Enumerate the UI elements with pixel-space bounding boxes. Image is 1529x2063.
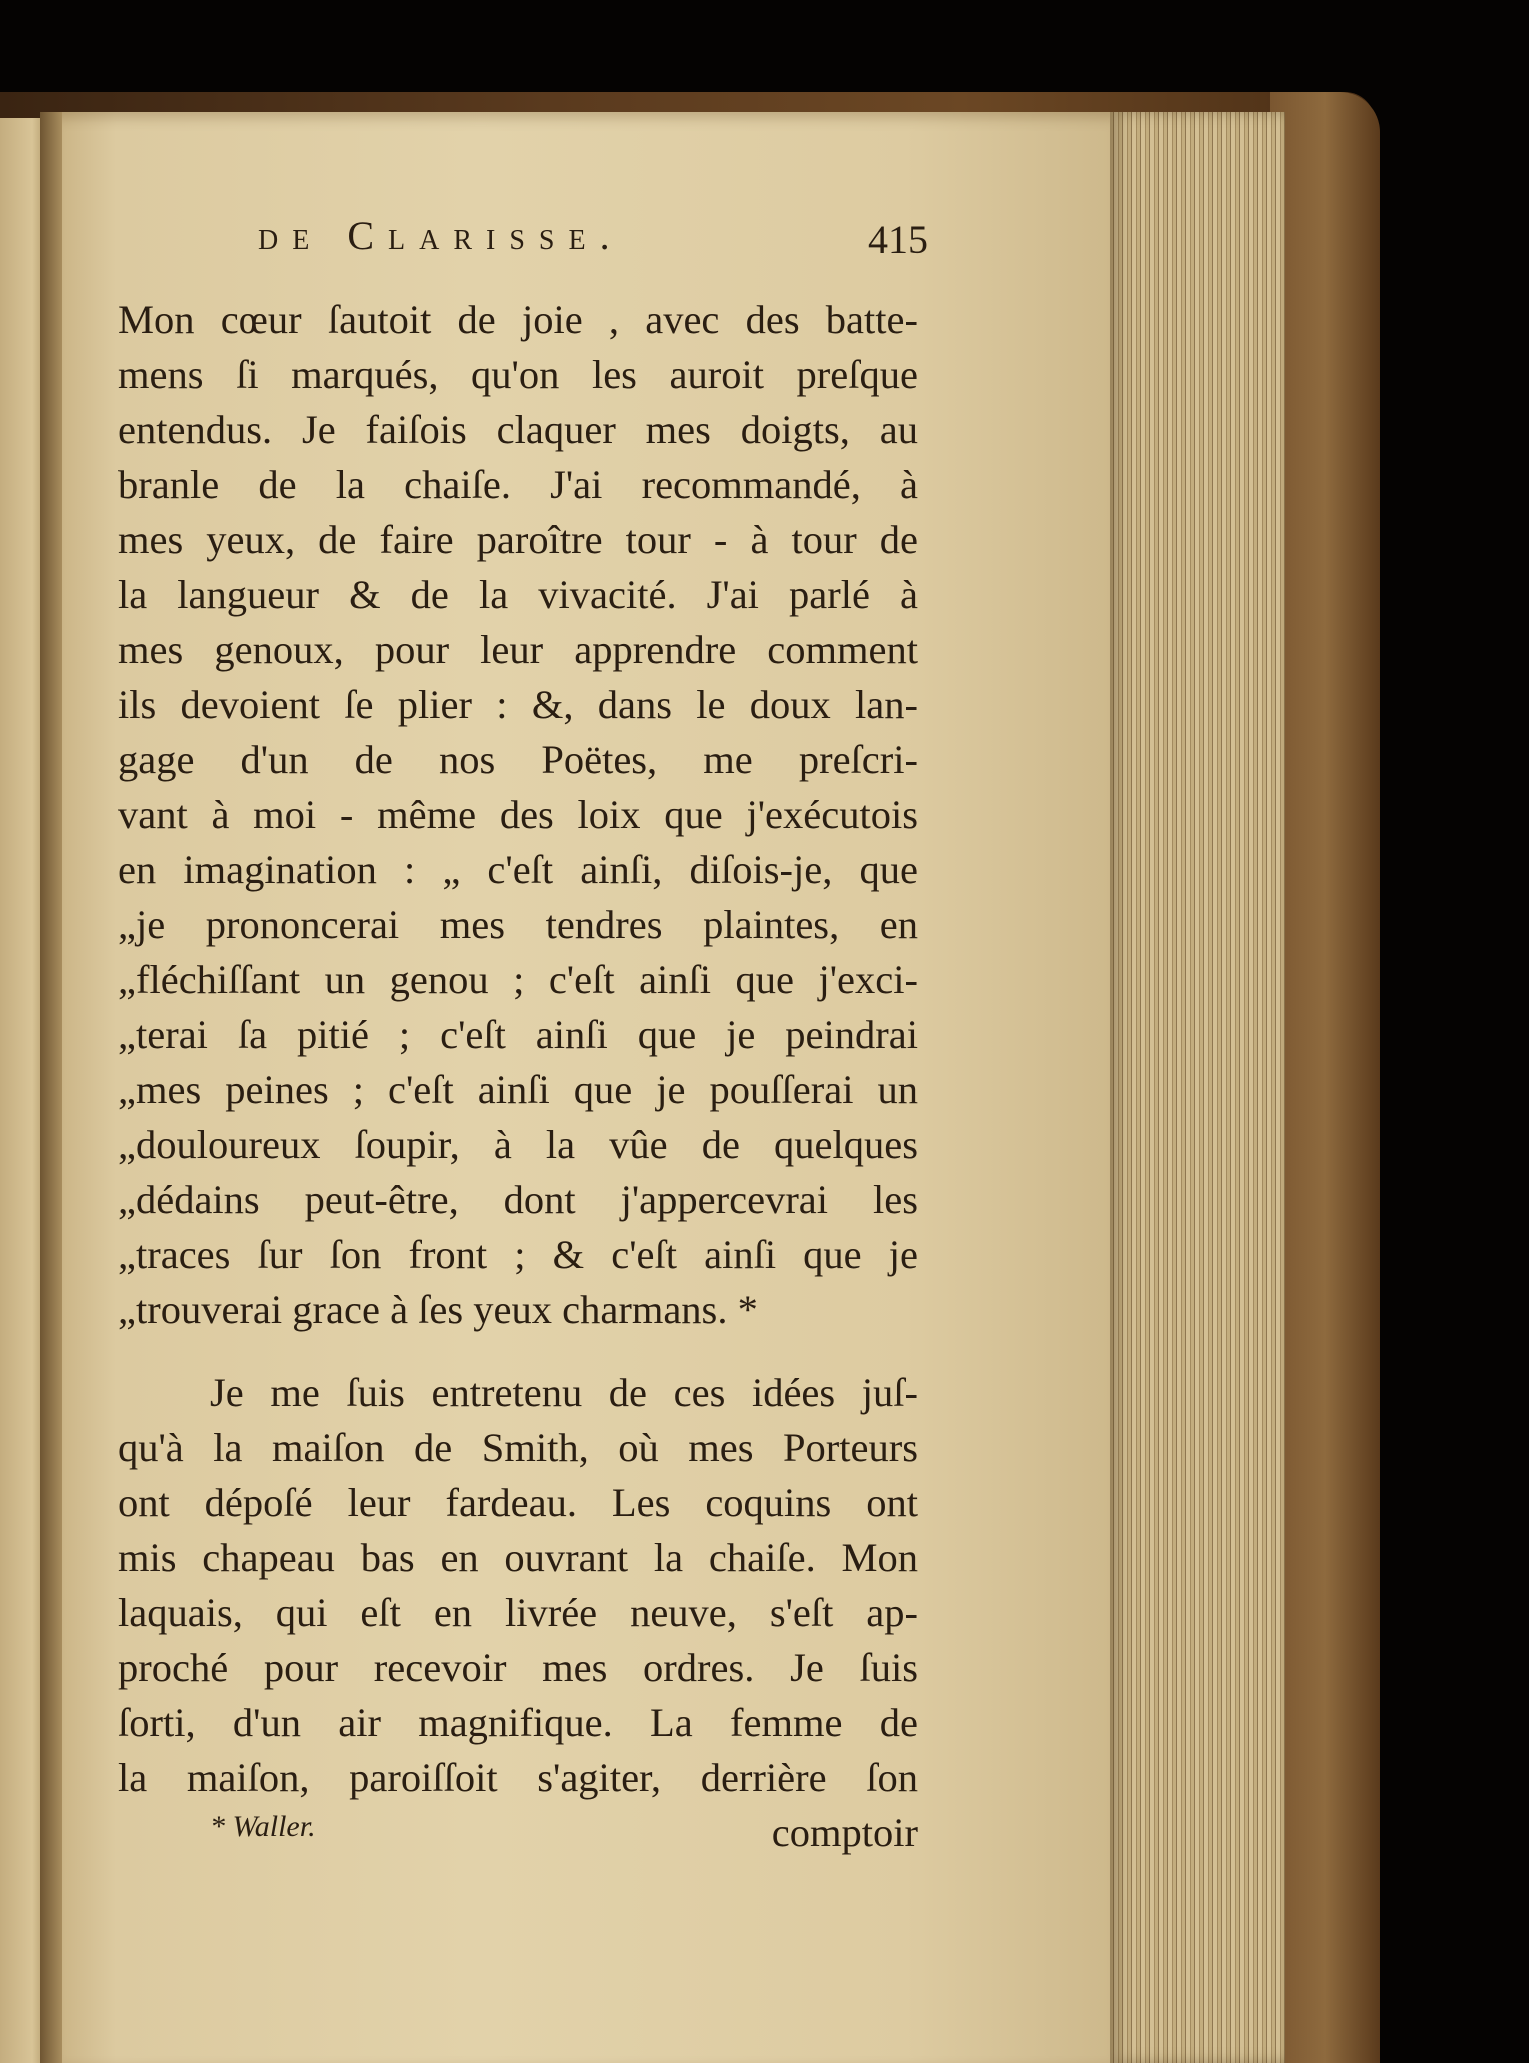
text-line: qu'à la maiſon de Smith, où mes Porteurs: [118, 1425, 918, 1470]
text-line: „je prononcerai mes tendres plaintes, en: [118, 902, 918, 947]
text-line: „fléchiſſant un genou ; c'eſt ainſi que j'exci-: [118, 957, 918, 1002]
text-line: mes genoux, pour leur apprendre comment: [118, 627, 918, 672]
page-gutter: [40, 112, 62, 2063]
catchword: comptoir: [771, 1810, 918, 1855]
text-line: gage d'un de nos Poëtes, me preſcri-: [118, 737, 918, 782]
page-fore-edge: [1110, 112, 1285, 2063]
text-line: en imagination : „ c'eſt ainſi, diſois-je, que: [118, 847, 918, 892]
text-line: ſorti, d'un air magnifique. La femme de: [118, 1700, 918, 1745]
paragraph-gap: [118, 1337, 918, 1365]
text-line: la maiſon, paroiſſoit s'agiter, derrière ſon: [118, 1755, 918, 1800]
text-line: entendus. Je faiſois claquer mes doigts, au: [118, 407, 918, 452]
body-text: [118, 292, 918, 1860]
text-line: „douloureux ſoupir, à la vûe de quelques: [118, 1122, 918, 1167]
text-line: „dédains peut-être, dont j'appercevrai les: [118, 1177, 918, 1222]
text-line: Je me ſuis entretenu de ces idées juſ-: [210, 1370, 918, 1415]
text-line: „mes peines ; c'eſt ainſi que je pouſſerai un: [118, 1067, 918, 1112]
cover-edge: [1270, 92, 1380, 2063]
text-line: ont dépoſé leur fardeau. Les coquins ont: [118, 1480, 918, 1525]
text-line: branle de la chaiſe. J'ai recommandé, à: [118, 462, 918, 507]
running-head: [258, 212, 928, 272]
text-line: proché pour recevoir mes ordres. Je ſuis: [118, 1645, 918, 1690]
running-title: de Clarisse.: [258, 213, 624, 258]
text-line: mes yeux, de faire paroître tour - à tour de: [118, 517, 918, 562]
text-line: „traces ſur ſon front ; & c'eſt ainſi que je: [118, 1232, 918, 1277]
text-line: vant à moi - même des loix que j'exécutois: [118, 792, 918, 837]
footnote: * Waller.: [210, 1810, 316, 1843]
text-line: ils devoient ſe plier : &, dans le doux lan-: [118, 682, 918, 727]
text-line: mens ſi marqués, qu'on les auroit preſque: [118, 352, 918, 397]
page-number: 415: [868, 217, 928, 262]
text-line: la langueur & de la vivacité. J'ai parlé à: [118, 572, 918, 617]
text-line: laquais, qui eſt en livrée neuve, s'eſt ap-: [118, 1590, 918, 1635]
text-line: „terai ſa pitié ; c'eſt ainſi que je peindrai: [118, 1012, 918, 1057]
text-line: „trouverai grace à ſes yeux charmans. *: [118, 1287, 758, 1332]
text-line: mis chapeau bas en ouvrant la chaiſe. Mon: [118, 1535, 918, 1580]
text-line: Mon cœur ſautoit de joie , avec des batte-: [118, 297, 918, 342]
